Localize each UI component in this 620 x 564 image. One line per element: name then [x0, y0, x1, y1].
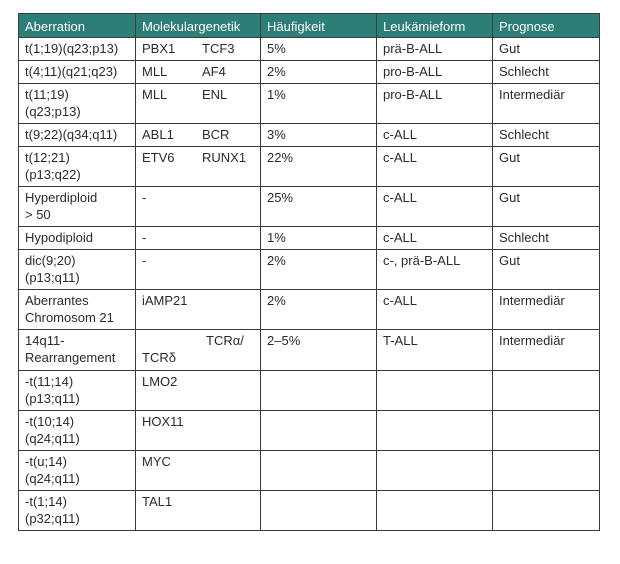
leukaemieform-cell: c-, prä-B-ALL: [377, 250, 493, 290]
leukaemieform-cell: c-ALL: [377, 227, 493, 250]
aberration-cell: t(12;21) (p13;q22): [19, 147, 136, 187]
gene-1: MLL: [142, 87, 168, 102]
table-row: [19, 451, 600, 491]
table-row: [19, 227, 600, 250]
prognose-cell: Schlecht: [493, 61, 600, 84]
table-row: [19, 147, 600, 187]
prognose-cell: Gut: [493, 250, 600, 290]
haeufigkeit-cell: 2%: [261, 290, 377, 330]
gene-1: -: [142, 230, 147, 245]
tcr-genes: [142, 332, 255, 368]
prognose-cell: Gut: [493, 147, 600, 187]
haeufigkeit-cell: 22%: [261, 147, 377, 187]
leukaemieform-cell: [377, 371, 493, 411]
prognose-cell: [493, 451, 600, 491]
table-row: [19, 61, 600, 84]
molekulargenetik-cell: [136, 84, 261, 124]
haeufigkeit-cell: 2%: [261, 61, 377, 84]
leukaemieform-cell: [377, 411, 493, 451]
molekulargenetik-cell: [136, 147, 261, 187]
haeufigkeit-cell: 2%: [261, 250, 377, 290]
aberration-cell: 14q11- Rearrangement: [19, 330, 136, 371]
prognose-cell: Intermediär: [493, 290, 600, 330]
prognose-cell: [493, 371, 600, 411]
gene-1: -: [142, 190, 147, 205]
header-prognose: Prognose: [493, 14, 600, 38]
molekulargenetik-cell: [136, 38, 261, 61]
molekulargenetik-cell: [136, 124, 261, 147]
aberration-table: [18, 13, 600, 531]
leukaemieform-cell: c-ALL: [377, 187, 493, 227]
gene-1: -: [142, 253, 147, 268]
aberration-cell: t(9;22)(q34;q11): [19, 124, 136, 147]
table-row: [19, 491, 600, 531]
prognose-cell: [493, 491, 600, 531]
prognose-cell: Gut: [493, 187, 600, 227]
gene-2: BCR: [202, 127, 230, 142]
aberration-cell: t(4;11)(q21;q23): [19, 61, 136, 84]
haeufigkeit-cell: [261, 451, 377, 491]
table-body: [19, 38, 600, 531]
gene-1: PBX1: [142, 41, 176, 56]
prognose-cell: Intermediär: [493, 84, 600, 124]
table-row: [19, 250, 600, 290]
aberration-cell: dic(9;20) (p13;q11): [19, 250, 136, 290]
gene-1: MLL: [142, 64, 168, 79]
leukaemieform-cell: prä-B-ALL: [377, 38, 493, 61]
aberration-cell: t(11;19) (q23;p13): [19, 84, 136, 124]
aberration-cell: -t(10;14) (q24;q11): [19, 411, 136, 451]
table-row: [19, 290, 600, 330]
gene-1: TCRα/: [206, 333, 244, 348]
haeufigkeit-cell: 2–5%: [261, 330, 377, 371]
table-row: [19, 411, 600, 451]
prognose-cell: Intermediär: [493, 330, 600, 371]
leukaemieform-cell: [377, 491, 493, 531]
leukaemieform-cell: c-ALL: [377, 147, 493, 187]
table-row: [19, 38, 600, 61]
aberration-cell: Hyperdiploid > 50: [19, 187, 136, 227]
gene-2: ENL: [202, 87, 228, 102]
aberration-cell: -t(u;14) (q24;q11): [19, 451, 136, 491]
molekulargenetik-cell: [136, 330, 261, 371]
molekulargenetik-cell: [136, 290, 261, 330]
molekulargenetik-cell: [136, 61, 261, 84]
prognose-cell: Gut: [493, 38, 600, 61]
leukaemieform-cell: c-ALL: [377, 290, 493, 330]
gene-1: HOX11: [142, 414, 184, 429]
molekulargenetik-cell: [136, 491, 261, 531]
aberration-cell: t(1;19)(q23;p13): [19, 38, 136, 61]
gene-2: TCRδ: [142, 350, 176, 365]
haeufigkeit-cell: [261, 491, 377, 531]
gene-1: MYC: [142, 454, 171, 469]
molekulargenetik-cell: [136, 371, 261, 411]
header-leukaemieform: Leukämieform: [377, 14, 493, 38]
aberration-cell: Aberrantes Chromosom 21: [19, 290, 136, 330]
gene-2: RUNX1: [202, 150, 247, 165]
haeufigkeit-cell: 5%: [261, 38, 377, 61]
haeufigkeit-cell: [261, 371, 377, 411]
gene-1: iAMP21: [142, 293, 188, 308]
haeufigkeit-cell: 25%: [261, 187, 377, 227]
header-haeufigkeit: Häufigkeit: [261, 14, 377, 38]
haeufigkeit-cell: 3%: [261, 124, 377, 147]
header-row: [19, 14, 600, 38]
aberration-cell: Hypodiploid: [19, 227, 136, 250]
molekulargenetik-cell: [136, 411, 261, 451]
gene-2: AF4: [202, 64, 226, 79]
gene-2: TCF3: [202, 41, 235, 56]
leukaemieform-cell: c-ALL: [377, 124, 493, 147]
gene-1: ABL1: [142, 127, 174, 142]
gene-1: TAL1: [142, 494, 173, 509]
haeufigkeit-cell: [261, 411, 377, 451]
prognose-cell: Schlecht: [493, 124, 600, 147]
table-row: [19, 124, 600, 147]
molekulargenetik-cell: [136, 250, 261, 290]
haeufigkeit-cell: 1%: [261, 84, 377, 124]
molekulargenetik-cell: [136, 227, 261, 250]
header-molekulargenetik: Molekulargenetik: [136, 14, 261, 38]
leukaemieform-cell: pro-B-ALL: [377, 61, 493, 84]
haeufigkeit-cell: 1%: [261, 227, 377, 250]
prognose-cell: [493, 411, 600, 451]
molekulargenetik-cell: [136, 451, 261, 491]
leukaemieform-cell: T-ALL: [377, 330, 493, 371]
gene-1: LMO2: [142, 374, 178, 389]
gene-1: ETV6: [142, 150, 175, 165]
aberration-cell: -t(11;14) (p13;q11): [19, 371, 136, 411]
table-row: [19, 330, 600, 371]
header-aberration: Aberration: [19, 14, 136, 38]
table-header: [19, 14, 600, 38]
table-row: [19, 84, 600, 124]
leukaemieform-cell: pro-B-ALL: [377, 84, 493, 124]
table-row: [19, 187, 600, 227]
molekulargenetik-cell: [136, 187, 261, 227]
aberration-cell: -t(1;14) (p32;q11): [19, 491, 136, 531]
table-row: [19, 371, 600, 411]
prognose-cell: Schlecht: [493, 227, 600, 250]
leukaemieform-cell: [377, 451, 493, 491]
